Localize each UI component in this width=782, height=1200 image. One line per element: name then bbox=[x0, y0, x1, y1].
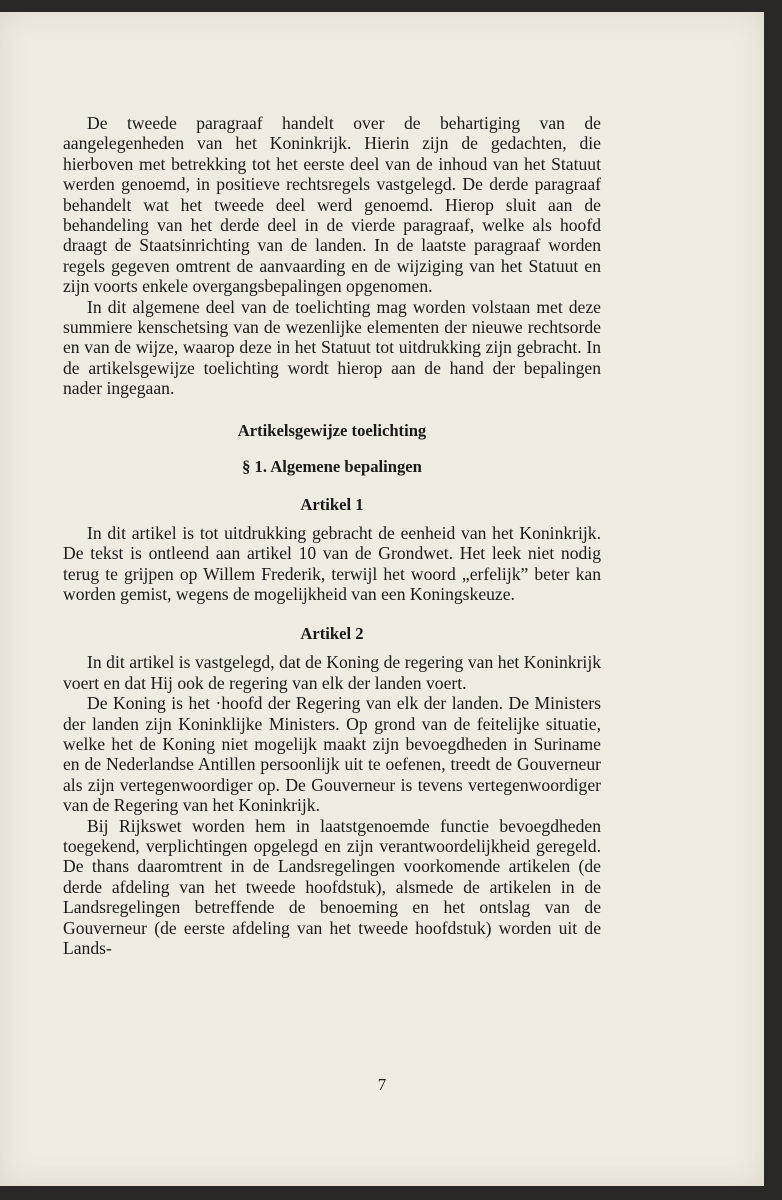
paragraph: In dit artikel is tot uitdrukking gebracht de eenheid van het Koninkrijk. De tekst is ontleend aan artikel 10 van de Grondwet. Het leek niet nodig terug te grijpen op Willem Frederik, terwijl het woord „erfelijk” beter kan worden gemist, wegens de mogelijkheid van een Koningskeuze. bbox=[63, 522, 601, 604]
document-page bbox=[0, 12, 764, 1186]
paragraph: In dit artikel is vastgelegd, dat de Koning de regering van het Koninkrijk voert en dat Hij ook de regering van elk der landen voert. bbox=[63, 652, 601, 693]
article-2-title: Artikel 2 bbox=[300, 624, 364, 644]
paragraph: In dit algemene deel van de toelichting mag worden volstaan met deze summiere kenschetsing van de wezenlijke elementen der nieuwe rechtsorde en van de wijze, waarop deze in het Statuut tot uitdrukking zijn gebracht. In de artikelsgewijze toelichting wordt hierop aan de hand der bepalingen nader ingegaan. bbox=[63, 296, 601, 399]
page-number: 7 bbox=[377, 1075, 387, 1094]
body-text bbox=[63, 113, 601, 958]
paragraph: De tweede paragraaf handelt over de behartiging van de aangelegenheden van het Koninkrijk. Hierin zijn de gedachten, die hierboven met betrekking tot het eerste deel van de inhoud van het Statuut werden genoemd, in positieve rechtsregels vastgelegd. De derde paragraaf behandelt wat het tweede deel werd genoemd. Hierop sluit aan de behandeling van het derde deel in de vierde paragraaf, welke als hoofd draagt de Staatsinrichting van de landen. In de laatste paragraaf worden regels gegeven omtrent de aanvaarding en de wijziging van het Statuut en zijn voorts enkele overgangsbepalingen opgenomen. bbox=[63, 113, 601, 297]
heading-section: § 1. Algemene bepalingen bbox=[242, 456, 422, 476]
paragraph: De Koning is het ·hoofd der Regering van elk der landen. De Ministers der landen zijn Koninklijke Ministers. Op grond van de feitelijke situatie, welke het de Koning niet mogelijk maakt zijn bevoegdheden in Suriname en de Nederlandse Antillen persoonlijk uit te oefenen, treedt de Gouverneur als zijn vertegenwoordiger op. De Gouverneur is tevens vertegenwoordiger van de Regering van het Koninkrijk. bbox=[63, 693, 601, 816]
article-1-title: Artikel 1 bbox=[300, 494, 364, 514]
heading-articles: Artikelsgewijze toelichting bbox=[237, 420, 427, 440]
paragraph: Bij Rijkswet worden hem in laatstgenoemde functie bevoegdheden toegekend, verplichtingen opgelegd en zijn verantwoordelijkheid geregeld. De thans daaromtrent in de Landsregelingen voorkomende artikelen (de derde afdeling van het tweede hoofdstuk), alsmede de artikelen in de Landsregelingen betreffende de benoeming en het ontslag van de Gouverneur (de eerste afdeling van het tweede hoofdstuk) worden uit de Lands- bbox=[63, 815, 601, 958]
